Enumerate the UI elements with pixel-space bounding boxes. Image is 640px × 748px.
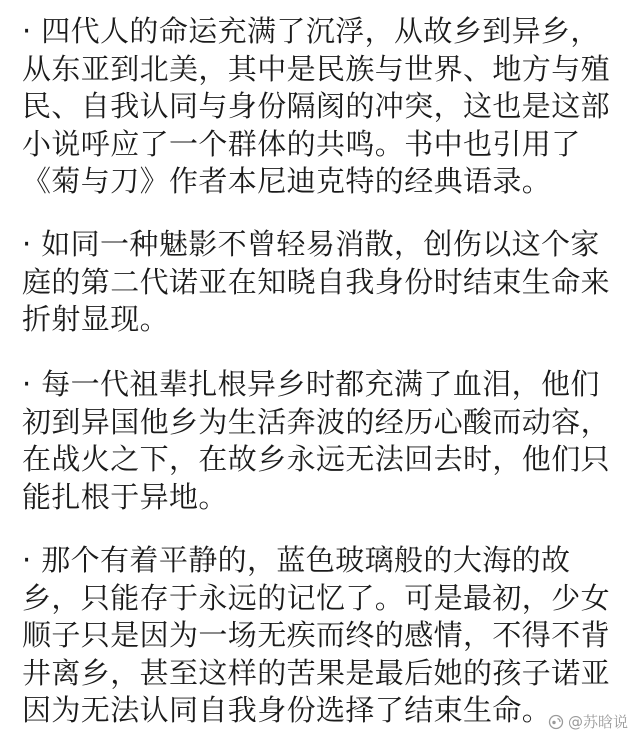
- weibo-like-logo-icon: [548, 714, 564, 730]
- paragraph-2: · 如同一种魅影不曾轻易消散，创伤以这个家庭的第二代诺亚在知晓自我身份时结束生命来折射显现。: [22, 227, 611, 336]
- watermark-text: @苏晗说: [567, 713, 628, 731]
- author-watermark: [548, 711, 628, 732]
- paragraph-4: · 那个有着平静的，蓝色玻璃般的大海的故乡，只能存于永远的记忆了。可是最初，少女顺子只是因为一场无疾而终的感情，不得不背井离乡，甚至这样的苦果是最后她的孩子诺亚因为无法认同自我身份选择了结束生命。: [22, 543, 611, 727]
- paragraph-3: · 每一代祖辈扎根异乡时都充满了血泪，他们初到异国他乡为生活奔波的经历心酸而动容，在战火之下，在故乡永远无法回去时，他们只能扎根于异地。: [22, 367, 611, 514]
- paragraph-1: · 四代人的命运充满了沉浮，从故乡到异乡，从东亚到北美，其中是民族与世界、地方与殖民、自我认同与身份隔阂的冲突，这也是这部小说呼应了一个群体的共鸣。书中也引用了《菊与刀》作者本尼迪克特的经典语录。: [22, 14, 611, 198]
